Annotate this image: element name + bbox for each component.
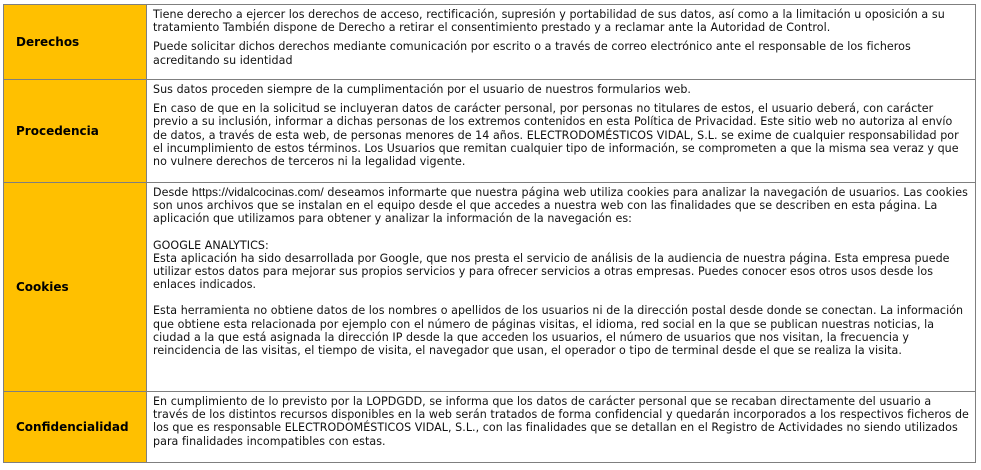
row-content-cookies — [147, 183, 976, 392]
privacy-policy-table-container — [3, 4, 976, 463]
row-label-derechos: Derechos — [4, 5, 147, 80]
cookies-intro-start: Desde — [153, 186, 192, 199]
cookies-intro — [153, 186, 969, 226]
row-derechos — [4, 5, 976, 80]
procedencia-paragraph-1: Sus datos proceden siempre de la cumplimentación por el usuario de nuestros formularios web. — [153, 83, 691, 96]
derechos-paragraph-1: Tiene derecho a ejercer los derechos de acceso, rectificación, supresión y portabilidad de sus datos, así como a la limitación u oposición a su tratamiento También dispone de Derecho a retirar el consentimiento prestado y a reclamar ante la Autoridad de Control. — [153, 8, 945, 35]
row-content-procedencia — [147, 80, 976, 183]
row-confidencialidad — [4, 392, 976, 463]
google-analytics-text: Esta aplicación ha sido desarrollada por Google, que nos presta el servicio de análisis de la audiencia de nuestra página. Esta empresa puede utilizar estos datos para mejorar sus propios servicios y para ofrecer servicios a otras empresas. Puedes conocer esos otros usos desde los enlaces indicados. — [153, 251, 950, 292]
cookies-intro-rest: deseamos informarte que nuestra página web utiliza cookies para analizar la navegación de usuarios. Las cookies son unos archivos que se instalan en el equipo desde el que accedes a nuestra web con las finalidades que se describen en esta página. La aplicación que utilizamos para obtener y analizar la información de la navegación es: — [153, 186, 968, 226]
row-procedencia — [4, 80, 976, 183]
google-analytics-heading: GOOGLE ANALYTICS: — [153, 238, 269, 252]
derechos-paragraph-2: Puede solicitar dichos derechos mediante comunicación por escrito o a través de correo electrónico ante el responsable de los ficheros acreditando su identidad — [153, 40, 911, 67]
row-label-confidencialidad: Confidencialidad — [4, 392, 147, 463]
row-cookies — [4, 183, 976, 392]
cookies-closing-paragraph: Esta herramienta no obtiene datos de los nombres o apellidos de los usuarios ni de la dirección postal desde donde se conectan. La información que obtiene esta relacionada por ejemplo con el número de páginas visitas, el idioma, red social en la que se publican nuestras noticias, la ciudad a la que está asignada la dirección IP desde la que acceden los usuarios, el número de usuarios que nos visitan, la frecuencia y reincidencia de las visitas, el tiempo de visita, el navegador que usan, el operador o tipo de terminal desde el que se realiza la visita. — [153, 304, 964, 358]
site-url-link[interactable]: https://vidalcocinas.com/ — [191, 185, 324, 199]
row-label-cookies: Cookies — [4, 183, 147, 392]
row-label-procedencia: Procedencia — [4, 80, 147, 183]
confidencialidad-paragraph-1: En cumplimiento de lo previsto por la LOPDGDD, se informa que los datos de carácter personal que se recaban directamente del usuario a través de los distintos recursos disponibles en la web serán tratados de forma confidencial y quedarán incorporados a los respectivos ficheros de los que es responsable ELECTRODOMÉSTICOS VIDAL, S.L., con las finalidades que se detallan en el Registro de Actividades no siendo utilizados para finalidades incompatibles con estas. — [153, 395, 969, 448]
row-content-confidencialidad — [147, 392, 976, 463]
privacy-policy-table — [3, 4, 976, 463]
row-content-derechos — [147, 5, 976, 80]
procedencia-paragraph-2: En caso de que en la solicitud se incluyeran datos de carácter personal, por personas no titulares de estos, el usuario deberá, con carácter previo a su inclusión, informar a dichas personas de los extremos contenidos en esta Política de Privacidad. Este sitio web no autoriza al envío de datos, a través de esta web, de personas menores de 14 años. ELECTRODOMÉSTICOS VIDAL, S.L. se exime de cualquier responsabilidad por el incumplimiento de estos términos. Los Usuarios que remitan cualquier tipo de información, se comprometen a que la misma sea veraz y que no vulnere derechos de terceros ni la legalidad vigente. — [153, 102, 959, 169]
